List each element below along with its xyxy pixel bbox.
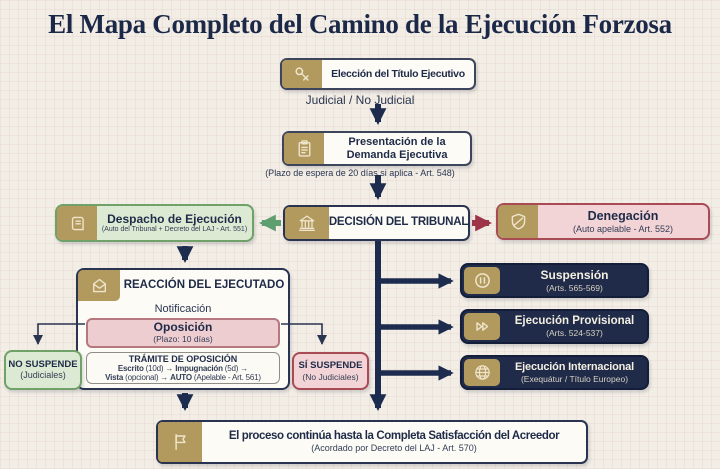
node-body bbox=[322, 60, 474, 88]
node-oposicion bbox=[86, 318, 280, 348]
node-title: DECISIÓN DEL TRIBUNAL bbox=[328, 216, 469, 229]
node-body bbox=[502, 311, 647, 342]
page-title: El Mapa Completo del Camino de la Ejecución Forzosa bbox=[48, 9, 672, 39]
node-subtitle: (Judiciales) bbox=[20, 370, 66, 381]
node-title: Ejecución Provisional bbox=[514, 314, 635, 327]
node-title: Denegación bbox=[587, 208, 659, 223]
node-body bbox=[97, 206, 252, 240]
node-title: Oposición bbox=[153, 320, 213, 335]
node-subtitle: (No Judiciales) bbox=[302, 371, 359, 382]
node-ejecucion-internacional bbox=[460, 355, 649, 390]
node-subtitle: (Acordado por Decreto del LAJ - Art. 570) bbox=[311, 443, 477, 454]
node-title: Ejecución Internacional bbox=[515, 361, 634, 373]
node-title-line2: Demanda Ejecutiva bbox=[346, 148, 448, 161]
node-eleccion-titulo bbox=[280, 58, 476, 90]
node-si-suspende bbox=[292, 352, 369, 390]
judicial-label: Judicial / No Judicial bbox=[305, 93, 415, 107]
node-subtitle: (Auto del Tribunal + Decreto del LAJ - Art. 551) bbox=[101, 225, 248, 233]
node-tramite-oposicion bbox=[86, 352, 280, 384]
node-body bbox=[329, 207, 468, 239]
node-title: SÍ SUSPENDE bbox=[298, 360, 363, 372]
node-presentacion-demanda bbox=[282, 131, 472, 166]
node-body bbox=[202, 422, 586, 462]
node-title: Elección del Título Ejecutivo bbox=[331, 67, 465, 80]
node-title: NO SUSPENDE bbox=[8, 358, 78, 370]
node-denegacion bbox=[496, 203, 710, 240]
node-body bbox=[324, 133, 470, 164]
node-satisfaccion-final bbox=[156, 420, 588, 464]
node-reaccion-ejecutado bbox=[76, 268, 290, 390]
node-subtitle: (Arts. 565-569) bbox=[546, 282, 603, 293]
clipboard-icon bbox=[284, 133, 324, 164]
node-subtitle: (Exequátur / Título Europeo) bbox=[520, 373, 629, 384]
node-title: Despacho de Ejecución bbox=[107, 211, 242, 226]
node-title: Suspensión bbox=[540, 268, 609, 283]
node-ejecucion-provisional bbox=[460, 309, 649, 344]
key-icon bbox=[282, 60, 322, 88]
node-body bbox=[502, 265, 647, 296]
tramite-line1: Escrito (10d) → Impugnación (5d) → bbox=[117, 363, 249, 373]
tramite-line2: Vista (opcional) → AUTO (Apelable - Art. 561) bbox=[105, 373, 261, 383]
shield-slash-icon bbox=[498, 205, 538, 238]
node-suspension bbox=[460, 263, 649, 298]
scroll-icon bbox=[57, 206, 97, 240]
globe-icon bbox=[464, 359, 500, 386]
flag-icon bbox=[158, 422, 202, 462]
node-subtitle: (Auto apelable - Art. 552) bbox=[572, 223, 674, 234]
node-title: TRÁMITE DE OPOSICIÓN bbox=[128, 353, 238, 364]
notificacion-label: Notificación bbox=[154, 303, 212, 315]
node-no-suspende bbox=[4, 350, 82, 390]
pause-icon bbox=[464, 267, 500, 294]
fast-forward-icon bbox=[464, 313, 500, 340]
node-title: El proceso continúa hasta la Completa Satisfacción del Acreedor bbox=[228, 429, 560, 442]
node-decision-tribunal bbox=[283, 205, 470, 241]
node-subtitle: (Arts. 524-537) bbox=[546, 328, 603, 339]
node-subtitle: (Plazo: 10 días) bbox=[153, 334, 213, 345]
presentacion-caption: (Plazo de espera de 20 días si aplica - Art. 548) bbox=[265, 168, 455, 178]
node-title: REACCIÓN DEL EJECUTADO bbox=[123, 279, 285, 291]
node-title-line1: Presentación de la bbox=[348, 135, 446, 148]
node-despacho-ejecucion bbox=[55, 204, 254, 242]
node-body bbox=[538, 205, 708, 238]
courthouse-icon bbox=[285, 207, 329, 239]
envelope-icon bbox=[78, 270, 120, 301]
node-body bbox=[502, 357, 647, 388]
